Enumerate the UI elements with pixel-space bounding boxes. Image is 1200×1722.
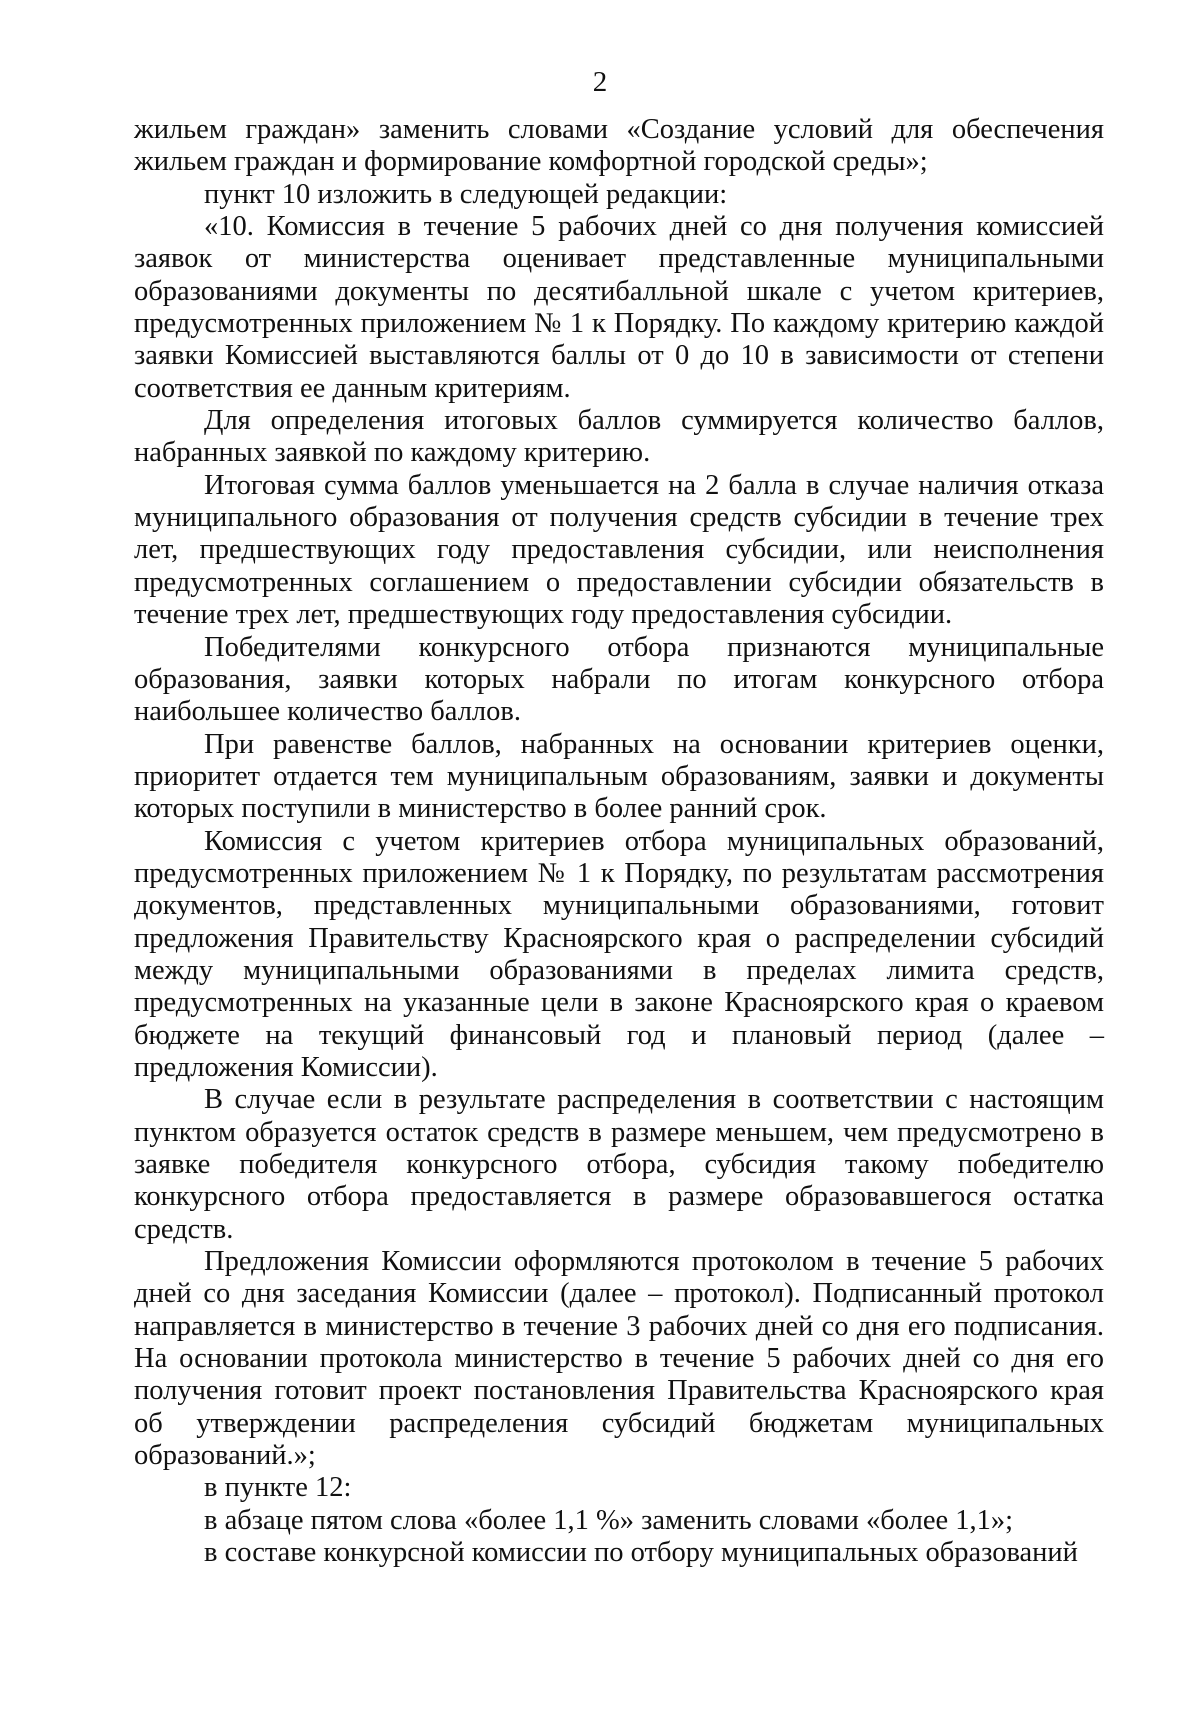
paragraph: «10. Комиссия в течение 5 рабочих дней со дня получения комиссией заявок от министерства оценивает представленные муниципальными образованиями документы по десятибалльной шкале с учетом критериев, предусмотренных приложением № 1 к Порядку. По каждому критерию каждой заявки Комиссией выставляются баллы от 0 до 10 в зависимости от степени соответствия ее данным критериям. [134,211,1104,404]
paragraph: Победителями конкурсного отбора признаются муниципальные образования, заявки которых набрали по итогам конкурсного отбора наибольшее количество баллов. [134,631,1104,728]
document-body [134,114,1104,1569]
paragraph: При равенстве баллов, набранных на основании критериев оценки, приоритет отдается тем муниципальным образованиям, заявки и документы которых поступили в министерство в более ранний срок. [134,728,1104,825]
paragraph: пункт 10 изложить в следующей редакции: [204,178,728,210]
page-number: 2 [592,66,608,98]
paragraph: Итоговая сумма баллов уменьшается на 2 балла в случае наличия отказа муниципального образования от получения средств субсидии в течение трех лет, предшествующих году предоставления субсидии, или неисполнения предусмотренных соглашением о предоставлении субсидии обязательств в течение трех лет, предшествующих году предоставления субсидии. [134,469,1104,631]
paragraph: Комиссия с учетом критериев отбора муниципальных образований, предусмотренных приложением № 1 к Порядку, по результатам рассмотрения документов, представленных муниципальными образованиями, готовит предложения Правительству Красноярского края о распределении субсидий между муниципальными образованиями в пределах лимита средств, предусмотренных на указанные цели в законе Красноярского края о краевом бюджете на текущий финансовый год и плановый период (далее – предложения Комиссии). [134,825,1104,1083]
paragraph: В случае если в результате распределения в соответствии с настоящим пунктом образуется остаток средств в размере меньшем, чем предусмотрено в заявке победителя конкурсного отбора, субсидия такому победителю конкурсного отбора предоставляется в размере образовавшегося остатка средств. [134,1084,1104,1245]
paragraph: в абзаце пятом слова «более 1,1 %» заменить словами «более 1,1»; [204,1504,1014,1536]
paragraph: Предложения Комиссии оформляются протоколом в течение 5 рабочих дней со дня заседания Комиссии (далее – протокол). Подписанный протокол направляется в министерство в течение 3 рабочих дней со дня его подписания. На основании протокола министерство в течение 5 рабочих дней со дня его получения готовит проект постановления Правительства Красноярского края об утверждении распределения субсидий бюджетам муниципальных образований.»; [134,1246,1104,1472]
paragraph: в составе конкурсной комиссии по отбору муниципальных образований [204,1537,1078,1569]
paragraph-continuation: жильем граждан» заменить словами «Создание условий для обеспечения жильем граждан и формирование комфортной городской среды»; [134,114,1104,178]
paragraph: Для определения итоговых баллов суммируется количество баллов, набранных заявкой по каждому критерию. [134,405,1104,469]
paragraph: в пункте 12: [204,1472,352,1504]
